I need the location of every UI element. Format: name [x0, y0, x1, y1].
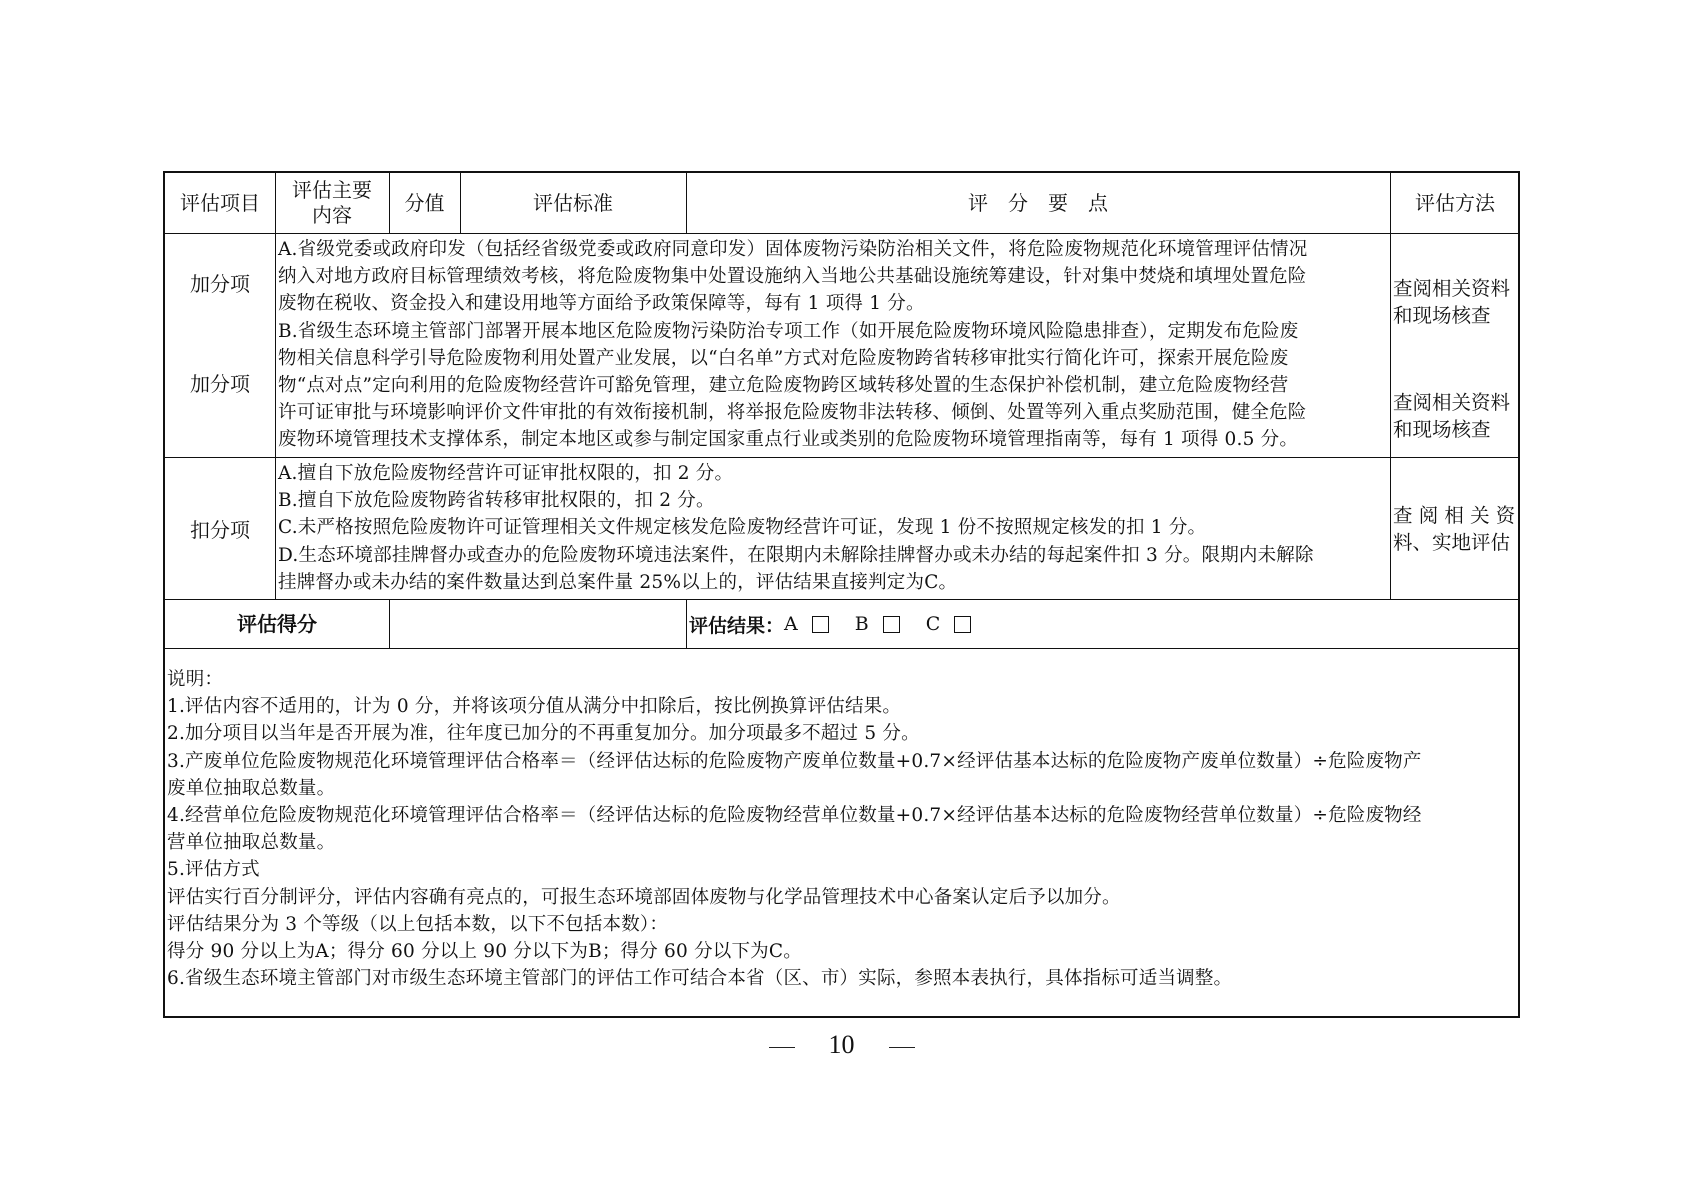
- method-line: 料、实地评估: [1393, 531, 1511, 554]
- header-content-line2: 内容: [312, 203, 352, 227]
- deduct-method: [1393, 502, 1519, 556]
- bonus-line: 废物在税收、资金投入和建设用地等方面给予政策保障等，每有 1 项得 1 分。: [278, 293, 925, 315]
- notes: [167, 666, 1517, 992]
- option-b-label: B: [854, 613, 869, 635]
- page-footer: [0, 1030, 1683, 1060]
- header-points: 评 分 要 点: [968, 190, 1108, 215]
- option-b-checkbox[interactable]: [883, 616, 900, 633]
- method-line: 查阅相关资料: [1393, 277, 1511, 300]
- score-label: 评估得分: [237, 611, 317, 636]
- deduct-line: D.生态环境部挂牌督办或查办的危险废物环境违法案件，在限期内未解除挂牌督办或未办结的每起案件扣 3 分。限期内未解除: [278, 544, 1314, 566]
- note-line: 营单位抽取总数量。: [167, 832, 336, 854]
- result-label: 评估结果：: [689, 614, 785, 637]
- method-line: 和现场核查: [1393, 304, 1491, 327]
- deduct-label: 扣分项: [190, 518, 250, 542]
- bonus-label-b: 加分项: [190, 371, 250, 396]
- bonus-line: 物相关信息科学引导危险废物利用处置产业发展，以“白名单”方式对危险废物跨省转移审批实行简化许可，探索开展危险废: [278, 347, 1289, 369]
- option-a-label: A: [784, 613, 798, 635]
- option-a-checkbox[interactable]: [812, 616, 829, 633]
- method-line: 和现场核查: [1393, 418, 1491, 441]
- header-standard: 评估标准: [533, 190, 613, 215]
- row-divider: [165, 457, 1518, 458]
- bonus-text: [278, 236, 1388, 454]
- dash-right: [889, 1047, 915, 1048]
- note-line: 评估结果分为 3 个等级（以上包括本数，以下不包括本数）：: [167, 913, 669, 935]
- col-divider: [1390, 173, 1391, 599]
- note-line: 5.评估方式: [167, 859, 260, 881]
- note-line: 4.经营单位危险废物规范化环境管理评估合格率＝（经评估达标的危险废物经营单位数量+0.7×经评估基本达标的危险废物经营单位数量）÷危险废物经: [167, 805, 1422, 827]
- score-value[interactable]: [390, 600, 686, 648]
- deduct-line: A.擅自下放危险废物经营许可证审批权限的，扣 2 分。: [278, 463, 734, 484]
- deduct-line: 挂牌督办或未办结的案件数量达到总案件量 25%以上的，评估结果直接判定为C。: [278, 571, 958, 593]
- row-divider: [165, 233, 1518, 234]
- note-line: 评估实行百分制评分，评估内容确有亮点的，可报生态环境部固体废物与化学品管理技术中心备案认定后予以加分。: [167, 886, 1121, 908]
- col-divider: [275, 173, 276, 599]
- method-line: 查阅相关资料: [1393, 391, 1511, 414]
- header-score: 分值: [404, 190, 445, 215]
- page-number: 10: [828, 1030, 855, 1059]
- bonus-line: 许可证审批与环境影响评价文件审批的有效衔接机制，将举报危险废物非法转移、倾倒、处置等列入重点奖励范围，健全危险: [278, 402, 1307, 424]
- bonus-line: 废物环境管理技术支撑体系，制定本地区或参与制定国家重点行业或类别的危险废物环境管理指南等，每有 1 项得 0.5 分。: [278, 429, 1299, 451]
- method-line: 查 阅 相 关 资: [1393, 504, 1516, 527]
- bonus-method-b: [1393, 389, 1519, 443]
- bonus-line: 纳入对地方政府目标管理绩效考核，将危险废物集中处置设施纳入当地公共基础设施统筹建设，针对集中焚烧和填埋处置危险: [278, 266, 1307, 288]
- col-divider: [686, 599, 687, 648]
- row-divider: [165, 648, 1518, 649]
- deduct-line: C.未严格按照危险废物许可证管理相关文件规定核发危险废物经营许可证，发现 1 份不按照规定核发的扣 1 分。: [278, 517, 1207, 539]
- note-line: 说明：: [167, 669, 224, 690]
- header-content-line1: 评估主要: [292, 178, 372, 202]
- bonus-line: B.省级生态环境主管部门部署开展本地区危险废物污染防治专项工作（如开展危险废物环境风险隐患排查），定期发布危险废: [278, 320, 1299, 342]
- bonus-line: A.省级党委或政府印发（包括经省级党委或政府同意印发）固体废物污染防治相关文件，将危险废物规范化环境管理评估情况: [278, 239, 1308, 260]
- note-line: 废单位抽取总数量。: [167, 777, 336, 799]
- bonus-label-a: 加分项: [190, 271, 250, 296]
- header-content: [275, 173, 389, 233]
- assessment-table: [163, 171, 1520, 1018]
- result-row: [689, 600, 1389, 648]
- bonus-method-a: [1393, 275, 1519, 329]
- note-line: 1.评估内容不适用的，计为 0 分，并将该项分值从满分中扣除后，按比例换算评估结果。: [167, 696, 902, 718]
- header-method: 评估方法: [1415, 190, 1495, 215]
- dash-left: [769, 1047, 795, 1048]
- deduct-line: B.擅自下放危险废物跨省转移审批权限的，扣 2 分。: [278, 490, 715, 512]
- note-line: 3.产废单位危险废物规范化环境管理评估合格率＝（经评估达标的危险废物产废单位数量+0.7×经评估基本达标的危险废物产废单位数量）÷危险废物产: [167, 750, 1422, 772]
- header-item: 评估项目: [180, 190, 260, 215]
- deduct-text: [278, 460, 1388, 596]
- bonus-line: 物“点对点”定向利用的危险废物经营许可豁免管理，建立危险废物跨区域转移处置的生态保护补偿机制，建立危险废物经营: [278, 375, 1289, 397]
- option-c-label: C: [925, 613, 941, 635]
- note-line: 2.加分项目以当年是否开展为准，往年度已加分的不再重复加分。加分项最多不超过 5 分。: [167, 723, 920, 745]
- option-c-checkbox[interactable]: [954, 616, 971, 633]
- note-line: 得分 90 分以上为A；得分 60 分以上 90 分以下为B；得分 60 分以下为C。: [167, 941, 802, 963]
- note-line: 6.省级生态环境主管部门对市级生态环境主管部门的评估工作可结合本省（区、市）实际，参照本表执行，具体指标可适当调整。: [167, 968, 1233, 990]
